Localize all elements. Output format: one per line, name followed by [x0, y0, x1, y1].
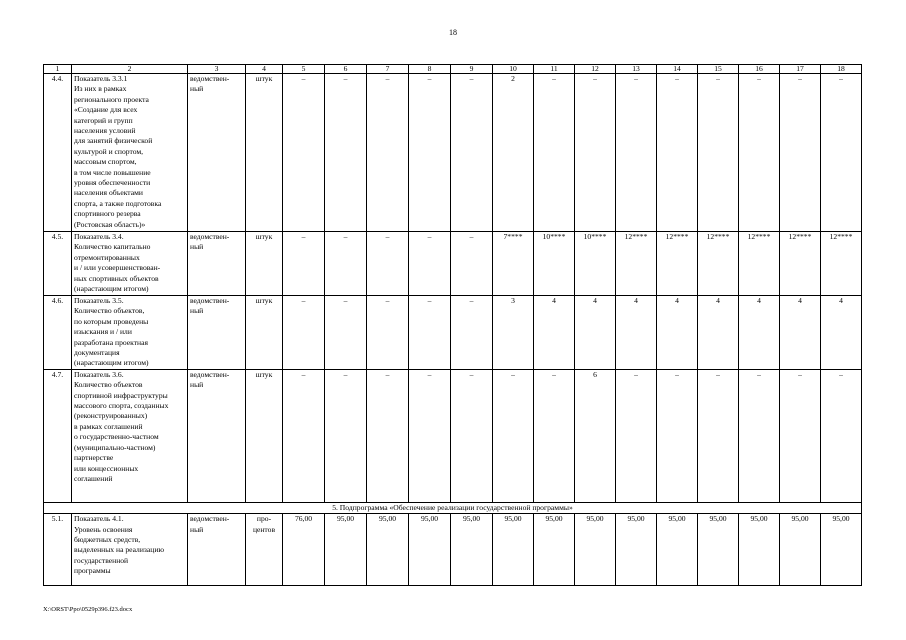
header-cell: 10	[493, 65, 534, 74]
value-cell: –	[367, 369, 409, 502]
value-cell: –	[657, 369, 698, 502]
indicator-name-cell: Показатель 3.6. Количество объектов спортивной инфраструктуры массового спорта, созданных (реконструированных) в рамках соглашений о государственно-частном (муниципально-частном) партнерстве или концессионных соглашений	[72, 369, 188, 502]
header-cell: 4	[246, 65, 283, 74]
source-cell: ведомствен- ный	[188, 514, 246, 586]
value-cell: 12****	[821, 232, 862, 296]
header-cell: 2	[72, 65, 188, 74]
header-cell: 3	[188, 65, 246, 74]
value-cell: 4	[575, 296, 616, 370]
value-cell: –	[283, 232, 325, 296]
value-cell: 95,00	[821, 514, 862, 586]
unit-cell: про- центов	[246, 514, 283, 586]
source-cell: ведомствен- ный	[188, 74, 246, 232]
value-cell: 95,00	[657, 514, 698, 586]
value-cell: –	[283, 369, 325, 502]
header-cell: 8	[409, 65, 451, 74]
value-cell: 95,00	[616, 514, 657, 586]
section-row	[44, 502, 862, 513]
value-cell: –	[409, 296, 451, 370]
value-cell: –	[698, 74, 739, 232]
value-cell: –	[409, 232, 451, 296]
value-cell: 95,00	[575, 514, 616, 586]
value-cell: 12****	[780, 232, 821, 296]
value-cell: 95,00	[739, 514, 780, 586]
column-number-row	[44, 65, 862, 74]
section-title: 5. Подпрограмма «Обеспечение реализации государственной программы»	[44, 502, 862, 513]
header-cell: 12	[575, 65, 616, 74]
value-cell: 95,00	[325, 514, 367, 586]
value-cell: –	[325, 369, 367, 502]
header-cell: 1	[44, 65, 72, 74]
unit-cell: штук	[246, 296, 283, 370]
header-cell: 13	[616, 65, 657, 74]
value-cell: 95,00	[780, 514, 821, 586]
value-cell: –	[698, 369, 739, 502]
value-cell: –	[451, 232, 493, 296]
value-cell: 4	[739, 296, 780, 370]
value-cell: –	[367, 296, 409, 370]
value-cell: –	[325, 296, 367, 370]
value-cell: –	[534, 74, 575, 232]
value-cell: 4	[534, 296, 575, 370]
value-cell: 95,00	[451, 514, 493, 586]
value-cell: 95,00	[493, 514, 534, 586]
value-cell: –	[575, 74, 616, 232]
header-cell: 6	[325, 65, 367, 74]
page-number: 18	[449, 28, 457, 37]
value-cell: 95,00	[698, 514, 739, 586]
indicator-name-cell: Показатель 4.1. Уровень освоения бюджетных средств, выделенных на реализацию государственной программы	[72, 514, 188, 586]
header-cell: 9	[451, 65, 493, 74]
value-cell: 10****	[534, 232, 575, 296]
value-cell: –	[780, 74, 821, 232]
indicator-name-cell: Показатель 3.4. Количество капитально отремонтированных и / или усовершенствован- ных спортивных объектов (нарастающим итогом)	[72, 232, 188, 296]
value-cell: –	[739, 369, 780, 502]
row-number-cell: 4.5.	[44, 232, 72, 296]
source-cell: ведомствен- ный	[188, 296, 246, 370]
source-cell: ведомствен- ный	[188, 232, 246, 296]
value-cell: 4	[821, 296, 862, 370]
header-cell: 18	[821, 65, 862, 74]
value-cell: 3	[493, 296, 534, 370]
value-cell: –	[616, 369, 657, 502]
value-cell: 12****	[657, 232, 698, 296]
indicator-name-cell: Показатель 3.5. Количество объектов, по которым проведены изыскания и / или разработана проектная документация (нарастающим итогом)	[72, 296, 188, 370]
value-cell: –	[283, 296, 325, 370]
unit-cell: штук	[246, 369, 283, 502]
value-cell: –	[451, 74, 493, 232]
table-row	[44, 296, 862, 370]
value-cell: 95,00	[367, 514, 409, 586]
value-cell: –	[367, 74, 409, 232]
indicator-name-cell: Показатель 3.3.1 Из них в рамках регионального проекта «Создание для всех категорий и групп населения условий для занятий физической культурой и спортом, массовым спортом, в том числе повышение уровня обеспеченности населения объектами спорта, а также подготовка спортивного резерва (Ростовская область)»	[72, 74, 188, 232]
value-cell: 2	[493, 74, 534, 232]
table-row	[44, 369, 862, 502]
table-row	[44, 74, 862, 232]
value-cell: 4	[616, 296, 657, 370]
value-cell: 4	[698, 296, 739, 370]
source-cell: ведомствен- ный	[188, 369, 246, 502]
value-cell: –	[739, 74, 780, 232]
header-cell: 14	[657, 65, 698, 74]
value-cell: –	[451, 369, 493, 502]
value-cell: –	[821, 74, 862, 232]
value-cell: –	[325, 74, 367, 232]
value-cell: 6	[575, 369, 616, 502]
value-cell: –	[616, 74, 657, 232]
table-row	[44, 232, 862, 296]
header-cell: 5	[283, 65, 325, 74]
header-cell: 7	[367, 65, 409, 74]
value-cell: 7****	[493, 232, 534, 296]
header-cell: 17	[780, 65, 821, 74]
value-cell: –	[451, 296, 493, 370]
value-cell: –	[534, 369, 575, 502]
value-cell: 12****	[739, 232, 780, 296]
value-cell: –	[821, 369, 862, 502]
value-cell: –	[325, 232, 367, 296]
row-number-cell: 4.6.	[44, 296, 72, 370]
value-cell: 95,00	[534, 514, 575, 586]
value-cell: –	[409, 369, 451, 502]
value-cell: –	[367, 232, 409, 296]
row-number-cell: 4.4.	[44, 74, 72, 232]
value-cell: 4	[657, 296, 698, 370]
header-cell: 15	[698, 65, 739, 74]
value-cell: –	[780, 369, 821, 502]
value-cell: 10****	[575, 232, 616, 296]
value-cell: –	[283, 74, 325, 232]
value-cell: –	[657, 74, 698, 232]
value-cell: 4	[780, 296, 821, 370]
unit-cell: штук	[246, 232, 283, 296]
table-row	[44, 514, 862, 586]
header-cell: 11	[534, 65, 575, 74]
value-cell: –	[409, 74, 451, 232]
unit-cell: штук	[246, 74, 283, 232]
indicators-table	[43, 64, 862, 586]
value-cell: 95,00	[409, 514, 451, 586]
row-number-cell: 4.7.	[44, 369, 72, 502]
value-cell: 12****	[616, 232, 657, 296]
value-cell: 76,00	[283, 514, 325, 586]
row-number-cell: 5.1.	[44, 514, 72, 586]
value-cell: –	[493, 369, 534, 502]
file-path-footer: X:\ORST\Ppo\0529p396.f23.docx	[43, 606, 133, 613]
value-cell: 12****	[698, 232, 739, 296]
header-cell: 16	[739, 65, 780, 74]
